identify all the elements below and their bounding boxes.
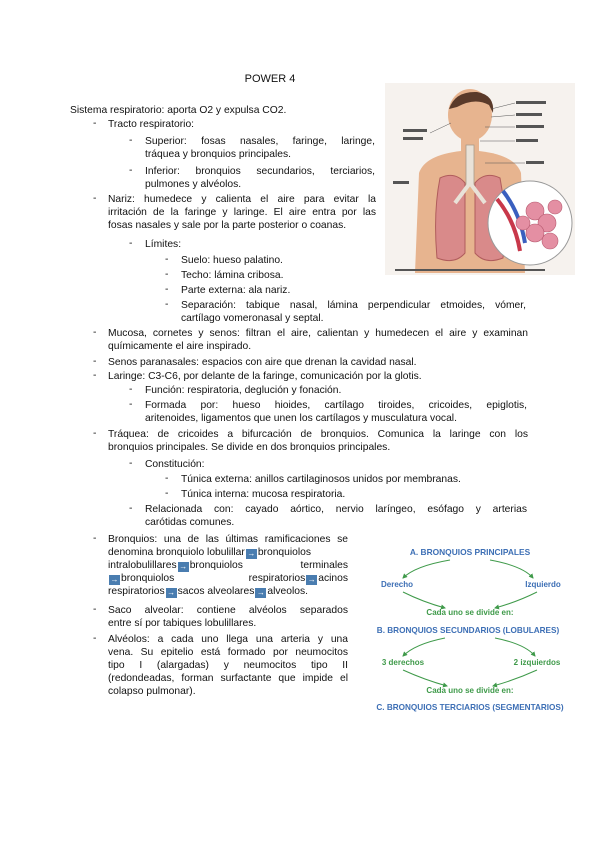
diagram-title-a: A. BRONQUIOS PRINCIPALES xyxy=(409,547,531,557)
diagram-arrow xyxy=(403,560,450,578)
bronquios-diagram xyxy=(355,540,585,715)
diagram-arrow xyxy=(493,670,537,686)
bullet-dash: - xyxy=(165,254,169,265)
bullet-dash: - xyxy=(93,327,97,338)
arrow-icon: → xyxy=(167,588,176,597)
nariz-text: Nariz: humedece y calienta el aire para evitar la irritación de la faringe y laringe. El aire entra por las fosas nasales y sale por la parte posterior o coanas. xyxy=(108,194,376,231)
bullet-dash: - xyxy=(129,135,133,146)
respiratory-anatomy-illustration xyxy=(385,83,575,275)
tunica-interna-text: Túnica interna: mucosa respiratoria. xyxy=(181,489,346,500)
diagram-arrow xyxy=(495,638,535,656)
externa-text: Parte externa: ala nariz. xyxy=(181,285,291,296)
page-title: POWER 4 xyxy=(244,73,296,85)
traquea-text: Tráquea: de cricoides a bifurcación de bronquios. Comunica la laringe con los bronquios principales. Se divide en dos bronquios principales. xyxy=(108,429,528,453)
bullet-dash: - xyxy=(129,165,133,176)
arrow-icon: → xyxy=(110,575,119,584)
diagram-arrow xyxy=(403,638,445,656)
formada-text: Formada por: hueso hioides, cartílago tiroides, cricoides, epiglotis, aritenoides, ligamentos que unen los cartílagos y musculatura vocal. xyxy=(145,400,527,424)
laringe-text: Laringe: C3-C6, por delante de la faringe, comunicación por la glotis. xyxy=(108,371,422,382)
arrow-icon: → xyxy=(256,588,265,597)
bullet-dash: - xyxy=(129,238,133,249)
bullet-dash: - xyxy=(93,428,97,439)
diagram-cada-1: Cada uno se divide en: xyxy=(426,608,514,617)
diagram-title-c: C. BRONQUIOS TERCIARIOS (SEGMENTARIOS) xyxy=(376,703,564,712)
bullet-dash: - xyxy=(129,399,133,410)
diagram-arrow xyxy=(403,670,447,686)
arrow-icon: → xyxy=(179,562,188,571)
bullet-dash: - xyxy=(165,473,169,484)
bullet-dash: - xyxy=(129,384,133,395)
diagram-arrow xyxy=(495,592,537,608)
arrow-icon: → xyxy=(247,549,256,558)
diagram-izquierdo: Izquierdo xyxy=(525,580,561,589)
funcion-text: Función: respiratoria, deglución y fonación. xyxy=(145,385,342,396)
tracto-inferior: Inferior: bronquios secundarios, terciarios, pulmones y alvéolos. xyxy=(145,166,375,190)
diagram-derecho: Derecho xyxy=(380,580,414,589)
bullet-dash: - xyxy=(93,533,97,544)
bullet-dash: - xyxy=(93,193,97,204)
bullet-dash: - xyxy=(93,356,97,367)
intro-text: Sistema respiratorio: aporta O2 y expulsa CO2. xyxy=(70,105,287,116)
bullet-dash: - xyxy=(165,488,169,499)
bullet-dash: - xyxy=(165,299,169,310)
bullet-dash: - xyxy=(93,118,97,129)
diagram-dos-izquierdos: 2 izquierdos xyxy=(513,658,561,667)
tunica-externa-text: Túnica externa: anillos cartilaginosos unidos por membranas. xyxy=(181,474,461,485)
limites-label: Límites: xyxy=(145,239,182,250)
bullet-dash: - xyxy=(93,370,97,381)
saco-text: Saco alveolar: contiene alvéolos separados entre sí por tabiques lobulillares. xyxy=(108,605,348,629)
diagram-title-b: B. BRONQUIOS SECUNDARIOS (LOBULARES) xyxy=(376,626,560,635)
mucosa-text: Mucosa, cornetes y senos: filtran el aire, calientan y humedecen el aire y examinan químicamente el aire inspirado. xyxy=(108,328,528,352)
bullet-dash: - xyxy=(129,458,133,469)
techo-text: Techo: lámina cribosa. xyxy=(181,270,284,281)
bullet-dash: - xyxy=(165,284,169,295)
diagram-cada-2: Cada uno se divide en: xyxy=(426,686,514,695)
bronquios-text: Bronquios: una de las últimas ramificaciones se denomina bronquiolo lobulillar → bronquiolos intralobulillares → bronquiolos terminales → bronquiolos respiratorios → acinos respiratorios → sacos alveolares → alveolos. xyxy=(108,534,348,597)
bullet-dash: - xyxy=(93,633,97,644)
relacionada-text: Relacionada con: cayado aórtico, nervio laríngeo, esófago y arterias carótidas comunes. xyxy=(145,504,527,528)
tracto-superior: Superior: fosas nasales, faringe, laringe, tráquea y bronquios principales. xyxy=(145,136,375,160)
diagram-tres-derechos: 3 derechos xyxy=(381,658,425,667)
senos-text: Senos paranasales: espacios con aire que drenan la cavidad nasal. xyxy=(108,357,417,368)
bullet-dash: - xyxy=(165,269,169,280)
separacion-text: Separación: tabique nasal, lámina perpendicular etmoides, vómer, cartílago vomeronasal y septal. xyxy=(181,300,526,324)
bullet-dash: - xyxy=(129,503,133,514)
constitucion-label: Constitución: xyxy=(145,459,205,470)
bullet-dash: - xyxy=(93,604,97,615)
suelo-text: Suelo: hueso palatino. xyxy=(181,255,283,266)
alveolos-text: Alvéolos: a cada uno llega una arteria y una vena. Su epitelio está formado por neumocitos tipo I (alargadas) y neumocitos tipo II (redondeadas, forman surfactante que impide el colapso pulmonar). xyxy=(108,634,348,697)
diagram-arrow xyxy=(403,592,445,608)
diagram-arrow xyxy=(490,560,533,578)
tracto-label: Tracto respiratorio: xyxy=(108,119,195,130)
arrow-icon: → xyxy=(307,575,316,584)
